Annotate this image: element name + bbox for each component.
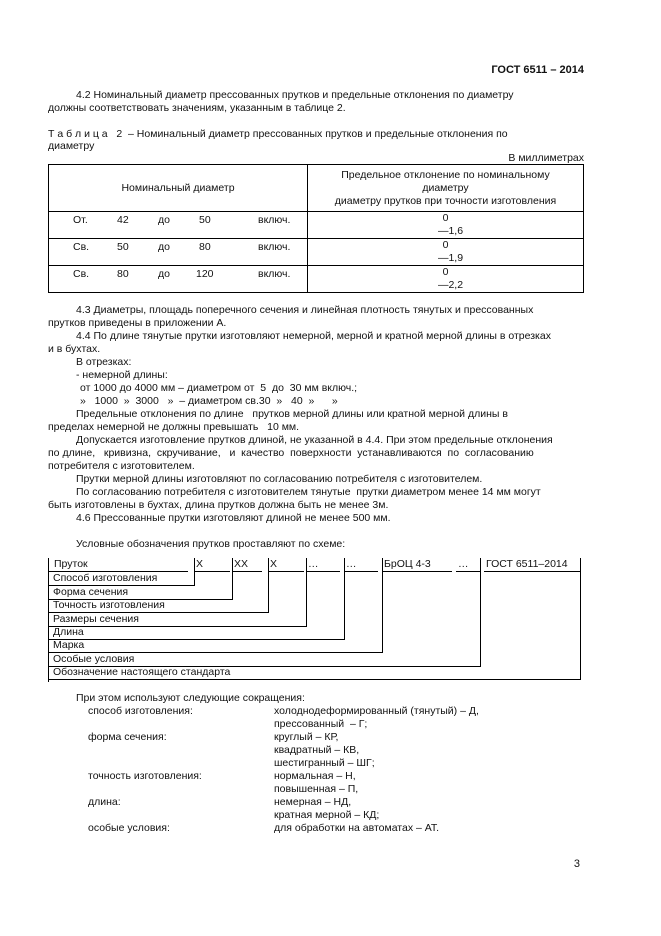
scheme-code-text: ХХ <box>234 558 249 570</box>
para-allowed-line3: потребителя с изготовителем. <box>48 460 195 472</box>
table-row <box>49 212 584 239</box>
abbr-term: длина: <box>88 796 121 808</box>
range-from: 50 <box>117 241 129 253</box>
scheme-label-text: Точность изготовления <box>53 599 165 611</box>
para-measured: Прутки мерной длины изготовляют по согласованию потребителя с изготовителем. <box>76 473 483 485</box>
para-4-2-line2: должны соответствовать значениям, указанным в таблице 2. <box>48 102 346 114</box>
abbr-value: немерная – НД, <box>274 796 352 808</box>
scheme-code-text: … <box>308 558 319 570</box>
scheme-code-grade <box>382 558 452 572</box>
scheme-code-text: ГОСТ 6511–2014 <box>486 558 568 570</box>
scheme-code-text: … <box>346 558 357 570</box>
para-4-6: 4.6 Прессованные прутки изготовляют длиной не менее 500 мм. <box>76 512 391 524</box>
scheme-connector <box>268 558 269 613</box>
abbr-term: особые условия: <box>88 822 170 834</box>
range-incl: включ. <box>258 214 291 226</box>
scheme-connector <box>232 558 233 600</box>
range-incl: включ. <box>258 241 291 253</box>
abbr-intro: При этом используют следующие сокращения: <box>76 692 305 704</box>
scheme-label-text: Марка <box>53 639 85 651</box>
range-cell <box>49 266 308 293</box>
range-to: 80 <box>199 241 211 253</box>
scheme-connector <box>306 558 307 627</box>
scheme-code-length <box>344 558 378 572</box>
abbr-value: для обработки на автоматах – АТ. <box>274 822 440 834</box>
cuts-subtitle: - немерной длины: <box>76 369 168 381</box>
deviation-upper: 0 <box>442 266 449 278</box>
abbr-value: прессованный – Г; <box>274 718 368 730</box>
scheme-code-special <box>456 558 480 572</box>
scheme-label-grade <box>48 639 382 653</box>
range-to-word: до <box>158 268 170 280</box>
scheme-connector <box>580 558 581 680</box>
para-length-dev-line1: Предельные отклонения по длине прутков мерной длины или кратной мерной длины в <box>76 408 508 420</box>
abbr-value: шестигранный – ШГ; <box>274 757 375 769</box>
scheme-label-accuracy <box>48 599 268 613</box>
para-4-3-line2: прутков приведены в приложении А. <box>48 317 227 329</box>
scheme-code-size <box>306 558 340 572</box>
para-4-4-line2: и в бухтах. <box>48 343 101 355</box>
range-cell <box>49 239 308 266</box>
scheme-label-length <box>48 626 344 640</box>
scheme-code-method <box>194 558 230 572</box>
range-from: 80 <box>117 268 129 280</box>
table-caption-cont: диаметру <box>48 140 95 152</box>
scheme-connector <box>480 558 481 667</box>
range-prefix: Св. <box>73 241 90 253</box>
range-cell <box>49 212 308 239</box>
scheme-intro: Условные обозначения прутков проставляют по схеме: <box>76 538 346 550</box>
abbr-term: форма сечения: <box>88 731 167 743</box>
abbr-term: точность изготовления: <box>88 770 202 782</box>
document-header: ГОСТ 6511 – 2014 <box>491 64 584 76</box>
range-prefix: Св. <box>73 268 90 280</box>
deviation-lower: —2,2 <box>437 279 464 291</box>
scheme-label-text: Форма сечения <box>53 586 129 598</box>
abbr-value: кратная мерной – КД; <box>274 809 380 821</box>
scheme-code-text: Х <box>196 558 204 570</box>
range-incl: включ. <box>258 268 291 280</box>
scheme-code-text: … <box>458 558 469 570</box>
range-prefix: От. <box>73 214 88 226</box>
range-from: 42 <box>117 214 129 226</box>
abbr-value: квадратный – КВ, <box>274 744 360 756</box>
table-row <box>49 239 584 266</box>
cuts-title: В отрезках: <box>76 356 132 368</box>
scheme-label-text: Размеры сечения <box>53 613 139 625</box>
scheme-label-standard <box>48 666 580 680</box>
range-to: 50 <box>199 214 211 226</box>
table-caption: Т а б л и ц а 2 – Номинальный диаметр прессованных прутков и предельные отклонения по <box>48 128 508 140</box>
scheme-code-text: Пруток <box>54 558 88 570</box>
deviation-upper: 0 <box>442 212 449 224</box>
para-allowed-line1: Допускается изготовление прутков длиной, не указанной в 4.4. При этом предельные отклонения <box>76 434 553 446</box>
abbr-term: способ изготовления: <box>88 705 193 717</box>
page-number: 3 <box>573 858 580 870</box>
scheme-code-standard <box>484 558 580 572</box>
abbr-value: холоднодеформированный (тянутый) – Д, <box>274 705 479 717</box>
scheme-code-shape <box>232 558 262 572</box>
scheme-label-size <box>48 613 306 627</box>
scheme-connector <box>382 558 383 653</box>
scheme-label-method <box>48 572 194 586</box>
scheme-connector <box>344 558 345 640</box>
deviation-cell <box>308 212 584 239</box>
abbr-value: нормальная – Н, <box>274 770 356 782</box>
cuts-line-1: от 1000 до 4000 мм – диаметром от 5 до 30 мм включ.; <box>80 382 358 394</box>
para-4-2-line1: 4.2 Номинальный диаметр прессованных прутков и предельные отклонения по диаметру <box>76 89 514 101</box>
col-header-diameter: Номинальный диаметр <box>49 165 308 212</box>
para-agree-line1: По согласованию потребителя с изготовителем тянутые прутки диаметром менее 14 мм могут <box>76 486 541 498</box>
table-2 <box>48 164 584 293</box>
scheme-code-pruток <box>48 558 188 572</box>
scheme-code-text: БрОЦ 4-3 <box>384 558 431 570</box>
col-header-deviation <box>308 165 584 212</box>
abbr-value: повышенная – П, <box>274 783 359 795</box>
scheme-label-text: Способ изготовления <box>53 572 158 584</box>
scheme-code-accuracy <box>268 558 304 572</box>
para-agree-line2: быть изготовлены в бухтах, длина прутков должна быть не менее 3м. <box>48 499 389 511</box>
cuts-line-2: » 1000 » 3000 » – диаметром св.30 » 40 » » <box>80 395 338 407</box>
scheme-label-shape <box>48 586 232 600</box>
scheme-label-text: Обозначение настоящего стандарта <box>53 666 231 678</box>
range-to-word: до <box>158 214 170 226</box>
range-to-word: до <box>158 241 170 253</box>
para-4-3-line1: 4.3 Диаметры, площадь поперечного сечения и линейная плотность тянутых и прессованных <box>76 304 534 316</box>
table-row <box>49 266 584 293</box>
deviation-cell <box>308 266 584 293</box>
para-4-4-line1: 4.4 По длине тянутые прутки изготовляют немерной, мерной и кратной мерной длины в отрезках <box>76 330 551 342</box>
col-header-deviation-line: диаметру прутков при точности изготовления <box>334 194 557 207</box>
deviation-upper: 0 <box>442 239 449 251</box>
table-units: В миллиметрах <box>508 152 584 164</box>
scheme-label-text: Длина <box>53 626 84 638</box>
deviation-cell <box>308 239 584 266</box>
para-allowed-line2: по длине, кривизна, скручивание, и качество поверхности устанавливаются по согласованию <box>48 447 534 459</box>
col-header-deviation-line: Предельное отклонение по номинальному <box>341 168 550 181</box>
scheme-code-text: Х <box>270 558 278 570</box>
scheme-label-text: Особые условия <box>53 653 135 665</box>
col-header-deviation-line: диаметру <box>422 181 469 194</box>
deviation-lower: —1,9 <box>437 252 464 264</box>
para-length-dev-line2: пределах немерной не должны превышать 10 мм. <box>48 421 300 433</box>
abbr-value: круглый – КР, <box>274 731 339 743</box>
range-to: 120 <box>196 268 214 280</box>
designation-scheme <box>48 558 588 682</box>
deviation-lower: —1,6 <box>437 225 464 237</box>
scheme-connector <box>194 558 195 586</box>
scheme-label-special <box>48 653 480 667</box>
